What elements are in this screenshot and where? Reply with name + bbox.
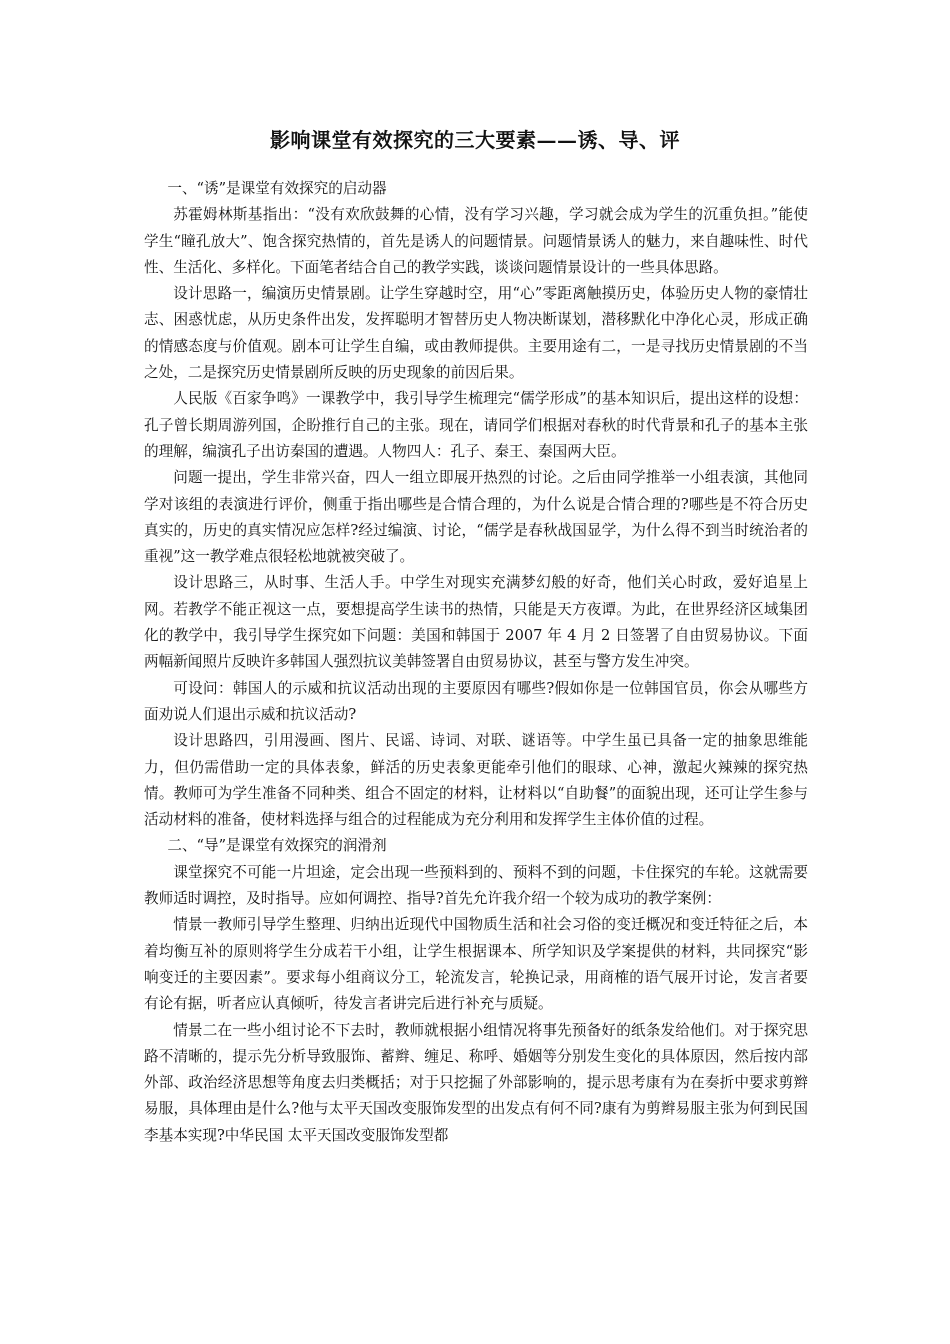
paragraph: 情景二在一些小组讨论不下去时，教师就根据小组情况将事先预备好的纸条发给他们。对于探究思路不清晰的，提示先分析导致服饰、蓄辫、缠足、称呼、婚姻等分别发生变化的具体原因，然后按内部外部、政治经济思想等角度去归类概括；对于只挖掘了外部影响的，提示思考康有为在奏折中要求剪辫易服，具体理由是什么?他与太平天国改变服饰发型的出发点有何不同?康有为剪辫易服主张为何到民国李基本实现?中华民国 太平天国改变服饰发型都: [144, 1021, 808, 1144]
paragraph: 人民版《百家争鸣》一课教学中，我引导学生梳理完“儒学形成”的基本知识后，提出这样的设想：孔子曾长期周游列国，企盼推行自己的主张。现在，请同学们根据对春秋的时代背景和孔子的基本主张的理解，编演孔子出访秦国的遭遇。人物四人：孔子、秦王、秦国两大臣。: [144, 390, 808, 460]
document-body: [144, 176, 808, 1149]
paragraph: 可设问：韩国人的示威和抗议活动出现的主要原因有哪些?假如你是一位韩国官员，你会从哪些方面劝说人们退出示威和抗议活动?: [144, 679, 808, 723]
paragraph: 设计思路四，引用漫画、图片、民谣、诗词、对联、谜语等。中学生虽已具备一定的抽象思维能力，但仍需借助一定的具体表象，鲜活的历史表象更能牵引他们的眼球、心神，激起火辣辣的探究热情。教师可为学生准备不同种类、组合不固定的材料，让材料以“自助餐”的面貌出现，还可让学生参与活动材料的准备，使材料选择与组合的过程能成为充分利用和发挥学生主体价值的过程。: [144, 732, 808, 829]
paragraph: 设计思路三，从时事、生活人手。中学生对现实充满梦幻般的好奇，他们关心时政，爱好追星上网。若教学不能正视这一点，要想提高学生读书的热情，只能是天方夜谭。为此，在世界经济区域集团化的教学中，我引导学生探究如下问题：美国和韩国于 2007 年 4 月 2 日签署了自由贸易协议。下面两幅新闻照片反映许多韩国人强烈抗议美韩签署自由贸易协议，甚至与警方发生冲突。: [144, 574, 808, 671]
document-title: 影响课堂有效探究的三大要素——诱、导、评: [270, 128, 680, 152]
section-heading: 二、“导”是课堂有效探究的润滑剂: [167, 837, 387, 855]
paragraph: 问题一提出，学生非常兴奋，四人一组立即展开热烈的讨论。之后由同学推举一小组表演，其他同学对该组的表演进行评价，侧重于指出哪些是合情合理的，为什么说是合情合理的?哪些是不符合历史真实的，历史的真实情况应怎样?经过编演、讨论，“儒学是春秋战国显学，为什么得不到当时统治者的重视”这一教学难点很轻松地就被突破了。: [144, 469, 808, 566]
paragraph: 情景一教师引导学生整理、归纳出近现代中国物质生活和社会习俗的变迁概况和变迁特征之后，本着均衡互补的原则将学生分成若干小组，让学生根据课本、所学知识及学案提供的材料，共同探究“影响变迁的主要因素”。要求每小组商议分工，轮流发言，轮换记录，用商榷的语气展开讨论，发言者要有论有据，听者应认真倾听，待发言者讲完后进行补充与质疑。: [144, 916, 808, 1013]
paragraph: 设计思路一，编演历史情景剧。让学生穿越时空，用“心”零距离触摸历史，体验历史人物的豪情壮志、困惑忧虑，从历史条件出发，发挥聪明才智替历史人物决断谋划，潜移默化中净化心灵，形成正确的情感态度与价值观。剧本可让学生自编，或由教师提供。主要用途有二，一是寻找历史情景剧的不当之处，二是探究历史情景剧所反映的历史现象的前因后果。: [144, 285, 808, 382]
paragraph: 课堂探究不可能一片坦途，定会出现一些预料到的、预料不到的问题，卡住探究的车轮。这就需要教师适时调控，及时指导。应如何调控、指导?首先允许我介绍一个较为成功的教学案例：: [144, 863, 808, 908]
section-heading: 一、“诱”是课堂有效探究的启动器: [167, 180, 387, 197]
paragraph: 苏霍姆林斯基指出：“没有欢欣鼓舞的心情，没有学习兴趣，学习就会成为学生的沉重负担。”能使学生“瞳孔放大”、饱含探究热情的，首先是诱人的问题情景。问题情景诱人的魅力，来自趣味性、时代性、生活化、多样化。下面笔者结合自己的教学实践，谈谈问题情景设计的一些具体思路。: [144, 206, 808, 276]
